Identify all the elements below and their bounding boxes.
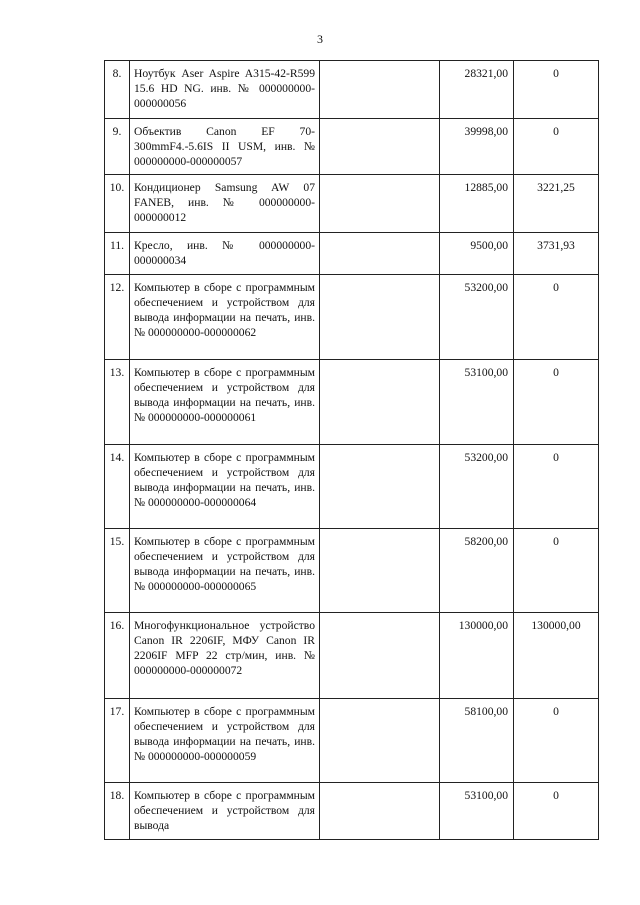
empty-cell [320,698,440,782]
item-description: Ноутбук Aser Aspire A315-42-R599 15.6 HD NG. инв. № 000000000-000000056 [134,67,315,111]
empty-cell [320,444,440,528]
empty-cell [320,528,440,612]
item-description: Компьютер в сборе с программным обеспечением и устройством для вывода информации на печать, инв. № 000000000-000000062 [134,280,315,340]
row-number: 16. [105,612,130,698]
page-number: 3 [317,32,323,46]
row-number: 17. [105,698,130,782]
item-description: Компьютер в сборе с программным обеспечением и устройством для вывода информации на печать, инв. № 000000000-000000059 [134,704,315,764]
row-number: 18. [105,782,130,839]
cost-value: 53100,00 [464,365,508,379]
residual-value: 0 [553,450,559,464]
table-row [105,119,599,175]
cost-value: 12885,00 [464,180,508,194]
table-row [105,274,599,359]
empty-cell [320,61,440,119]
item-description: Компьютер в сборе с программным обеспечением и устройством для вывода [134,788,315,833]
row-number: 9. [105,119,130,175]
residual-value: 0 [553,280,559,294]
table-row [105,359,599,444]
empty-cell [320,782,440,839]
table-row [105,698,599,782]
residual-value: 130000,00 [531,618,581,632]
cost-value: 130000,00 [458,618,508,632]
table-row [105,61,599,119]
empty-cell [320,174,440,232]
row-number: 13. [105,359,130,444]
table-row [105,782,599,839]
row-number: 11. [105,232,130,274]
table-row [105,612,599,698]
cost-value: 28321,00 [464,67,508,80]
item-description: Многофункциональное устройство Canon IR 2206IF, МФУ Canon IR 2206IF MFP 22 стр/мин, инв. № 000000000-000000072 [134,618,315,678]
residual-value: 0 [553,704,559,718]
residual-value: 0 [553,67,559,80]
cost-value: 58100,00 [464,704,508,718]
table-row [105,528,599,612]
item-description: Компьютер в сборе с программным обеспечением и устройством для вывода информации на печать, инв. № 000000000-000000064 [134,450,315,510]
cost-value: 53200,00 [464,280,508,294]
cost-value: 58200,00 [464,534,508,548]
item-description: Объектив Canon EF 70-300mmF4.-5.6IS II USM, инв. № 000000000-000000057 [134,125,315,169]
cost-value: 53200,00 [464,450,508,464]
empty-cell [320,612,440,698]
item-description: Компьютер в сборе с программным обеспечением и устройством для вывода информации на печать, инв. № 000000000-000000065 [134,534,315,594]
table-row [105,174,599,232]
item-description: Кресло, инв. № 000000000-000000034 [134,238,315,267]
row-number: 12. [105,274,130,359]
item-description: Кондиционер Samsung AW 07 FANEB, инв. № 000000000-000000012 [134,180,315,225]
empty-cell [320,359,440,444]
cost-value: 53100,00 [464,788,508,802]
row-number: 15. [105,528,130,612]
cost-value: 9500,00 [470,238,508,252]
row-number: 8. [105,61,130,119]
empty-cell [320,274,440,359]
residual-value: 0 [553,125,559,138]
residual-value: 3731,93 [537,238,575,252]
empty-cell [320,232,440,274]
residual-value: 0 [553,365,559,379]
item-description: Компьютер в сборе с программным обеспечением и устройством для вывода информации на печать, инв. № 000000000-000000061 [134,365,315,425]
residual-value: 0 [553,534,559,548]
table-row [105,232,599,274]
row-number: 14. [105,444,130,528]
table-row [105,444,599,528]
residual-value: 3221,25 [537,180,575,194]
row-number: 10. [105,174,130,232]
residual-value: 0 [553,788,559,802]
cost-value: 39998,00 [464,125,508,138]
inventory-table [104,60,599,840]
empty-cell [320,119,440,175]
